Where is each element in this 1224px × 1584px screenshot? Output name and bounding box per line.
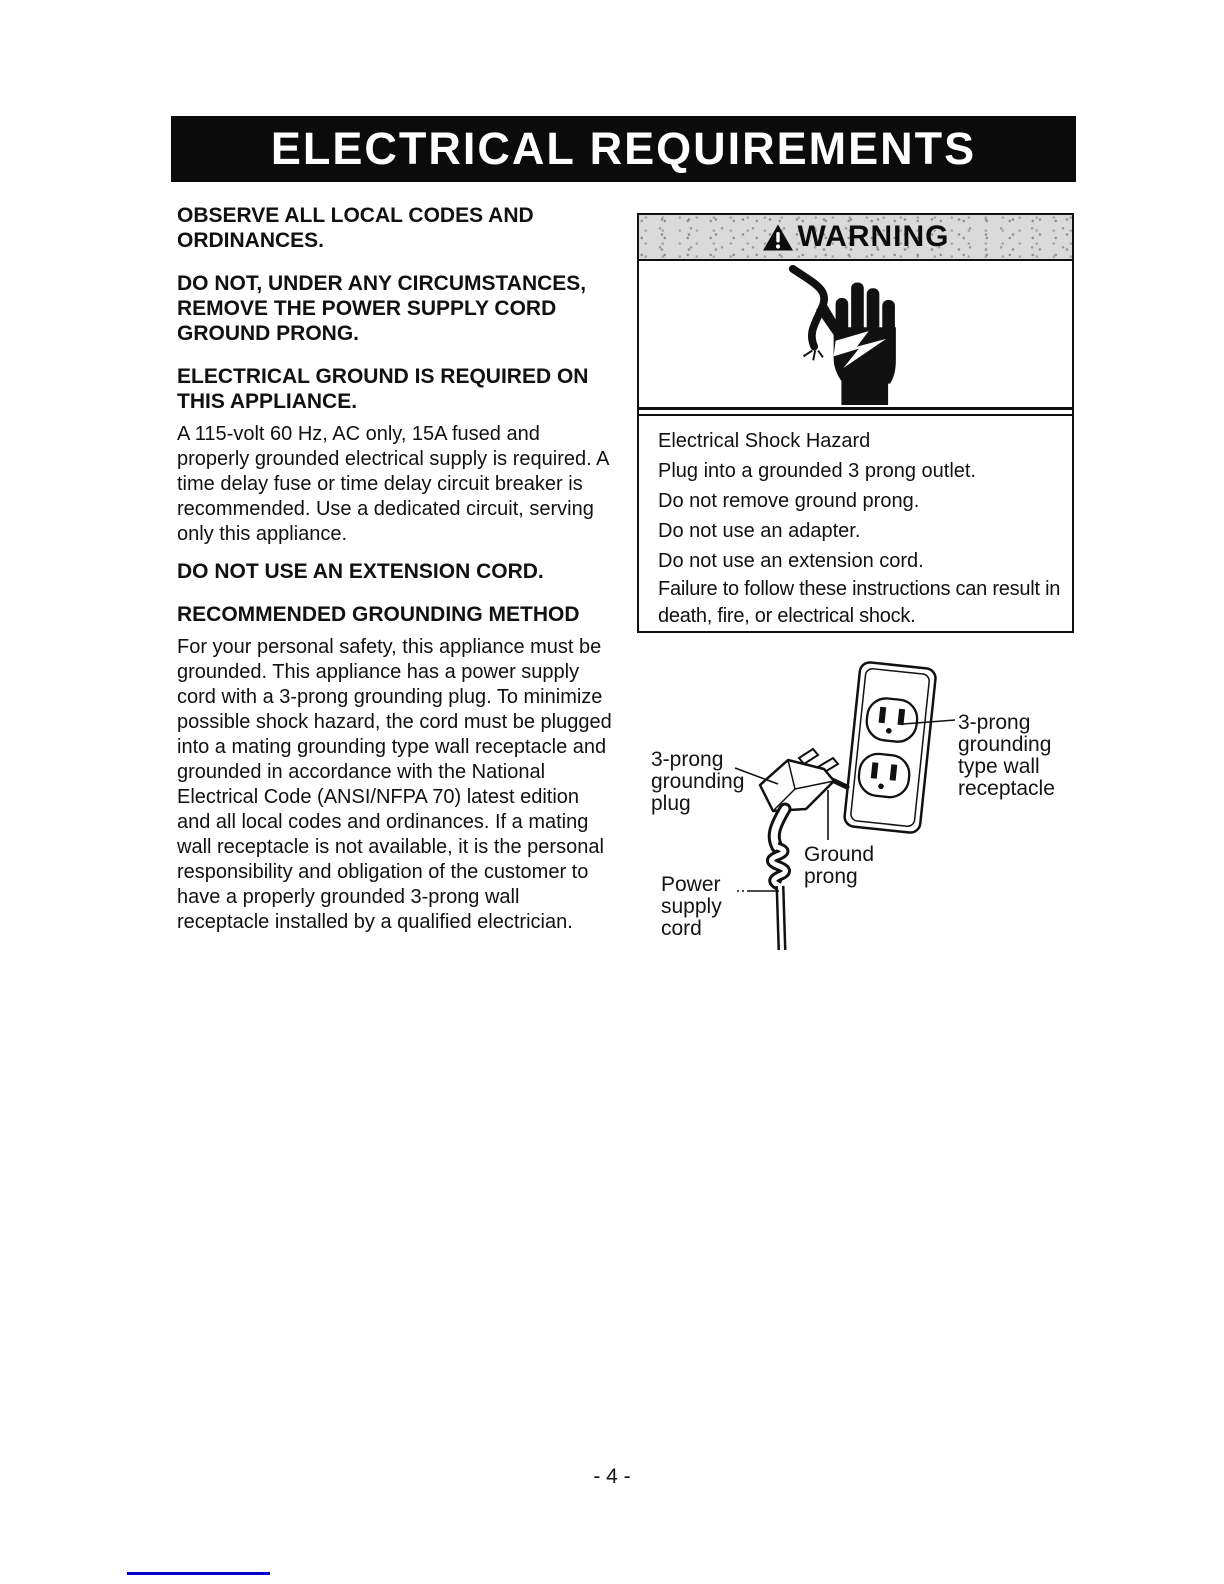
grounding-diagram <box>637 648 1074 960</box>
warning-header-label: WARNING <box>797 220 950 253</box>
instruction-line: Failure to follow these instructions can result in death, fire, or electrical shock. <box>658 578 1061 627</box>
warning-header <box>639 215 1072 261</box>
supply-paragraph: A 115-volt 60 Hz, AC only, 15A fused and properly grounded electrical supply is required. A time delay fuse or time delay circuit breaker is recommended. Use a dedicated circuit, serving only this appliance. <box>177 423 609 545</box>
hazard-title: Electrical Shock Hazard <box>658 430 871 452</box>
observe-codes-heading: OBSERVE ALL LOCAL CODES AND ORDINANCES. <box>177 204 534 252</box>
grounding-paragraph: For your personal safety, this appliance must be grounded. This appliance has a power supply cord with a 3-prong grounding plug. To minimize possible shock hazard, the cord must be plugged into a mating grounding type wall receptacle and grounded in accordance with the National Electrical Code (ANSI/NFPA 70) latest edition and all local codes and ordinances. If a mating wall receptacle is not available, it is the personal responsibility and obligation of the customer to have a properly grounded 3-prong wall receptacle installed by a qualified electrician. <box>177 636 612 933</box>
receptacle-label: 3-prong grounding type wall receptacle <box>958 711 1055 800</box>
footer-blue-rule <box>127 1572 270 1575</box>
electrical-shock-hand-icon <box>761 263 951 405</box>
warning-text <box>639 416 1072 630</box>
wall-receptacle-illustration <box>844 661 937 833</box>
grounding-method-heading: RECOMMENDED GROUNDING METHOD <box>177 603 580 626</box>
power-cord-label: Power supply cord <box>661 873 722 940</box>
title-banner <box>172 117 1075 181</box>
instruction-line: Do not use an adapter. <box>658 520 861 542</box>
ground-prong-label: Ground prong <box>804 843 875 888</box>
instruction-line: Plug into a grounded 3 prong outlet. <box>658 460 977 482</box>
ground-required-heading: ELECTRICAL GROUND IS REQUIRED ON THIS APPLIANCE. <box>177 365 589 413</box>
instruction-line: Do not use an extension cord. <box>658 550 924 572</box>
warning-figure <box>639 261 1072 407</box>
remove-prong-heading: DO NOT, UNDER ANY CIRCUMSTANCES, REMOVE THE POWER SUPPLY CORD GROUND PRONG. <box>177 272 587 345</box>
warning-box <box>637 213 1074 633</box>
left-column <box>177 203 625 935</box>
page-title: ELECTRICAL REQUIREMENTS <box>270 123 977 174</box>
page-number: - 4 - <box>593 1465 631 1488</box>
warning-triangle-icon <box>762 223 794 252</box>
extension-cord-heading: DO NOT USE AN EXTENSION CORD. <box>177 560 544 583</box>
instruction-line: Do not remove ground prong. <box>658 490 920 512</box>
warning-separator <box>639 407 1072 416</box>
plug-label: 3-prong grounding plug <box>651 748 745 815</box>
